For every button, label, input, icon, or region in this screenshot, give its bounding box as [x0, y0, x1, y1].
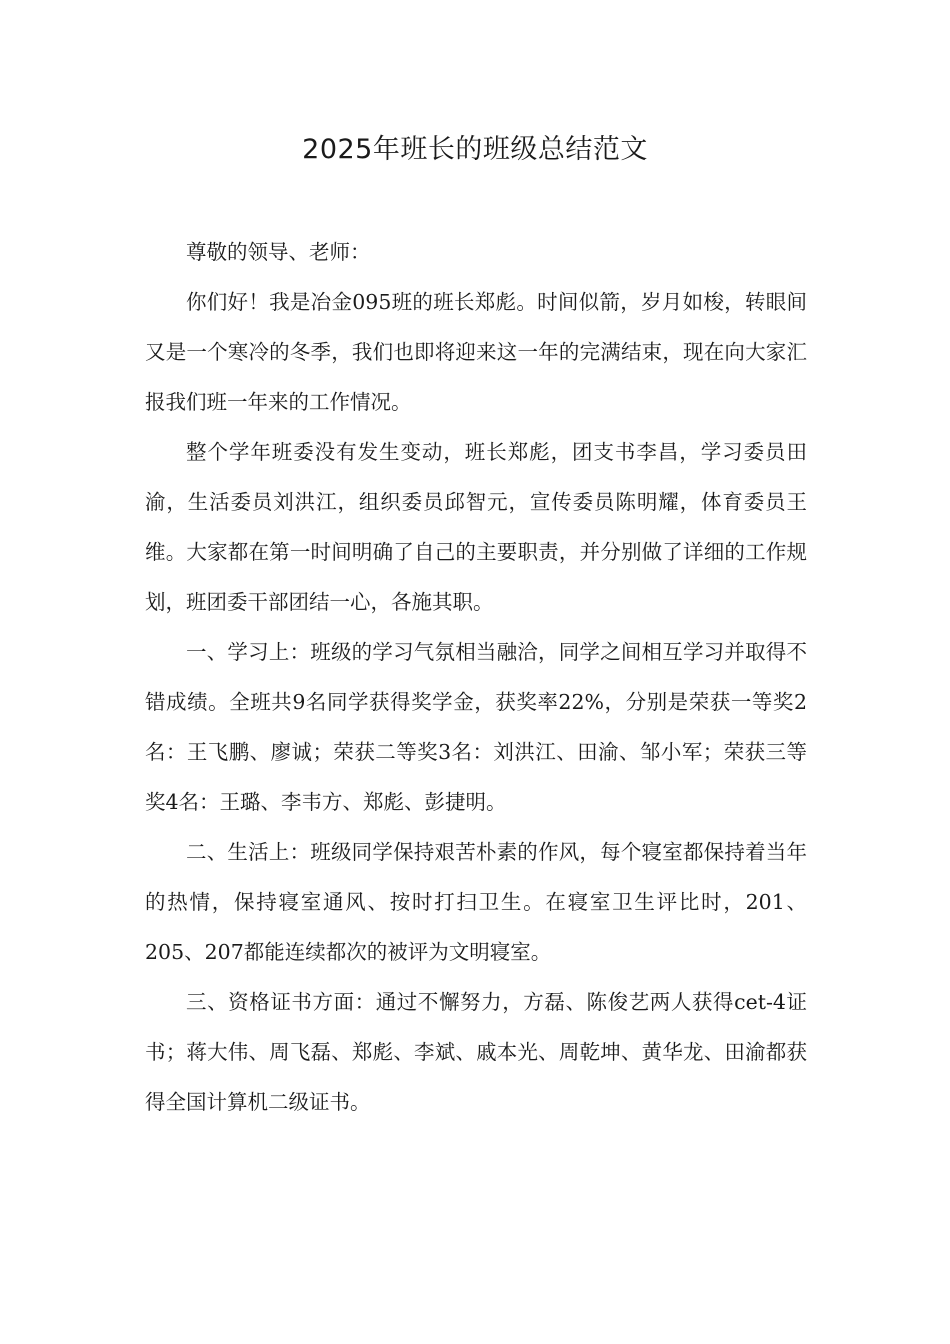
document-title: 2025年班长的班级总结范文: [302, 134, 648, 165]
greeting-paragraph: 尊敬的领导、老师：: [186, 240, 371, 264]
opening-paragraph: 你们好！我是冶金095班的班长郑彪。时间似箭，岁月如梭，转眼间又是一个寒冷的冬季，我们也即将迎来这一年的完满结束，现在向大家汇报我们班一年来的工作情况。: [145, 290, 807, 414]
certificate-paragraph: 三、资格证书方面：通过不懈努力，方磊、陈俊艺两人获得cet-4证书；蒋大伟、周飞磊、郑彪、李斌、戚本光、周乾坤、黄华龙、田渝都获得全国计算机二级证书。: [145, 990, 807, 1114]
committee-paragraph: 整个学年班委没有发生变动，班长郑彪，团支书李昌，学习委员田渝，生活委员刘洪江，组织委员邱智元，宣传委员陈明耀，体育委员王维。大家都在第一时间明确了自己的主要职责，并分别做了详细的工作规划，班团委干部团结一心，各施其职。: [145, 440, 807, 614]
document-body: [145, 227, 807, 1127]
life-paragraph: 二、生活上：班级同学保持艰苦朴素的作风，每个寝室都保持着当年的热情，保持寝室通风、按时打扫卫生。在寝室卫生评比时，201、205、207都能连续都次的被评为文明寝室。: [145, 840, 807, 964]
study-paragraph: 一、学习上：班级的学习气氛相当融洽，同学之间相互学习并取得不错成绩。全班共9名同学获得奖学金，获奖率22%，分别是荣获一等奖2名：王飞鹏、廖诚；荣获二等奖3名：刘洪江、田渝、邹小军；荣获三等奖4名：王璐、李韦方、郑彪、彭捷明。: [145, 640, 807, 814]
